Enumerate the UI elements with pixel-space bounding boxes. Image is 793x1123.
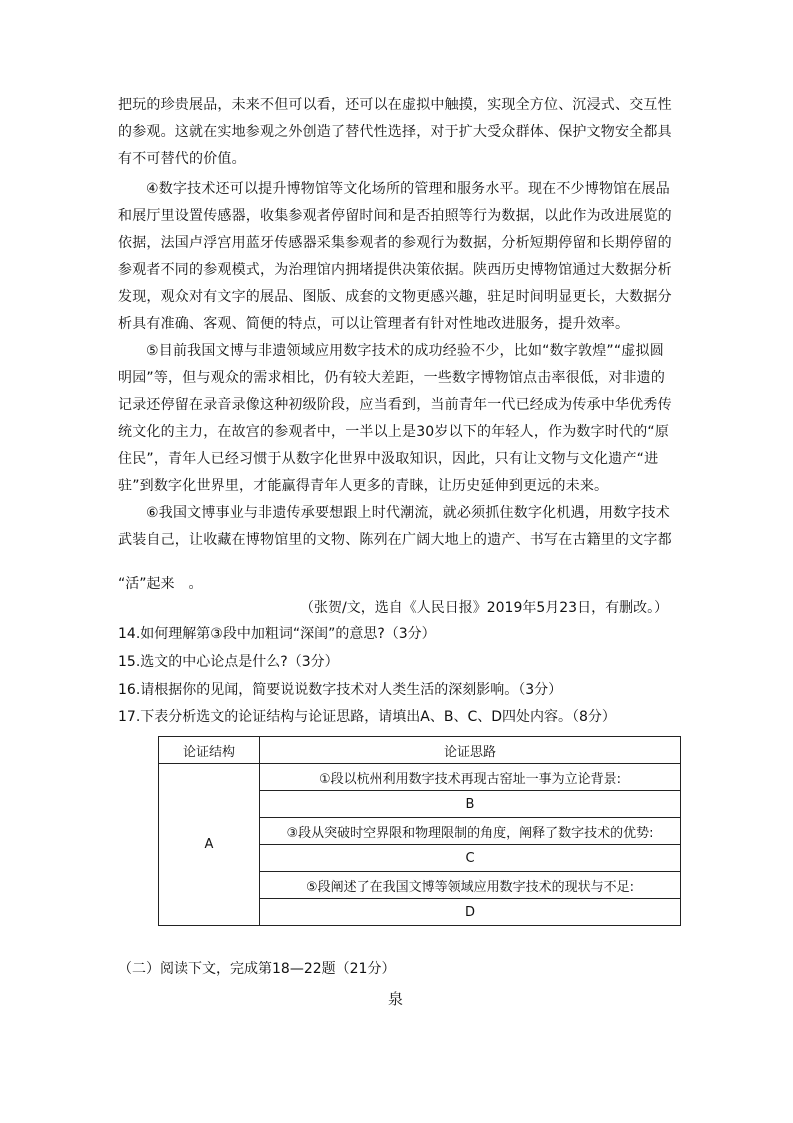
table-cell-b: B [260,791,681,818]
question-16: 16.请根据你的见闻，简要说说数字技术对人类生活的深刻影响。（3分） [118,682,563,698]
table-cell: ③段从突破时空界限和物理限制的角度，阐释了数字技术的优势: [260,818,681,845]
question-14: 14.如何理解第③段中加粗词“深闺”的意思?（3分） [118,626,436,642]
article-title: 泉 [388,990,404,1008]
paragraph-6: ⑥我国文博事业与非遗传承要想跟上时代潮流，就必须抓住数字化机遇，用数字技术武装自己，让收藏在博物馆里的文物、陈列在广阔大地上的遗产、书写在古籍里的文字都 [118,505,672,548]
table-row [159,764,681,791]
question-17: 17.下表分析选文的论证结构与论证思路，请填出A、B、C、D四处内容。（8分） [118,709,616,725]
section-heading: （二）阅读下文，完成第18—22题（21分） [118,961,396,977]
table-cell: ①段以杭州利用数字技术再现古窑址一事为立论背景: [260,764,681,791]
table-cell: ⑤段阐述了在我国文博等领域应用数字技术的现状与不足: [260,872,681,899]
paragraph-4: ④数字技术还可以提升博物馆等文化场所的管理和服务水平。现在不少博物馆在展品和展厅里设置传感器，收集参观者停留时间和是否拍照等行为数据，以此作为改进展览的依据，法国卢浮宫用蓝牙传感器采集参观者的参观行为数据，分析短期停留和长期停留的参观者不同的参观模式，为治理馆内拥堵提供决策依据。陕西历史博物馆通过大数据分析发现，观众对有文字的展品、图版、成套的文物更感兴趣，驻足时间明显更长，大数据分析具有准确、客观、简便的特点，可以让管理者有针对性地改进服务，提升效率。 [118,181,672,332]
table-cell-c: C [260,845,681,872]
table-cell-a: A [159,764,260,926]
paragraph-6-tail: “活”起来 。 [118,576,203,592]
source-citation: （张贺/文，选自《人民日报》2019年5月23日，有删改。） [300,600,669,616]
table-cell-d: D [260,899,681,926]
table-header-row [159,737,681,764]
paragraph-5: ⑤目前我国文博与非遗领域应用数字技术的成功经验不少，比如“数字敦煌”“虚拟圆明园”等，但与观众的需求相比，仍有较大差距，一些数字博物馆点击率很低，对非遗的记录还停留在录音录像这种初级阶段，应当看到，当前青年一代已经成为传承中华优秀传统文化的主力，在故宫的参观者中，一半以上是30岁以下的年轻人，作为数字时代的“原住民”，青年人已经习惯于从数字化世界中汲取知识，因此，只有让文物与文化遗产“进驻”到数字化世界里，才能赢得青年人更多的青睐，让历史延伸到更远的未来。 [118,343,672,494]
paragraph-continuation: 把玩的珍贵展品，未来不但可以看，还可以在虚拟中触摸，实现全方位、沉浸式、交互性的参观。这就在实地参观之外创造了替代性选择，对于扩大受众群体、保护文物安全都具有不可替代的价值。 [118,97,672,167]
table-header-cell: 论证思路 [260,737,681,764]
question-15: 15.选文的中心论点是什么?（3分） [118,654,339,670]
table-header-cell: 论证结构 [159,737,260,764]
argument-structure-table [158,736,681,926]
